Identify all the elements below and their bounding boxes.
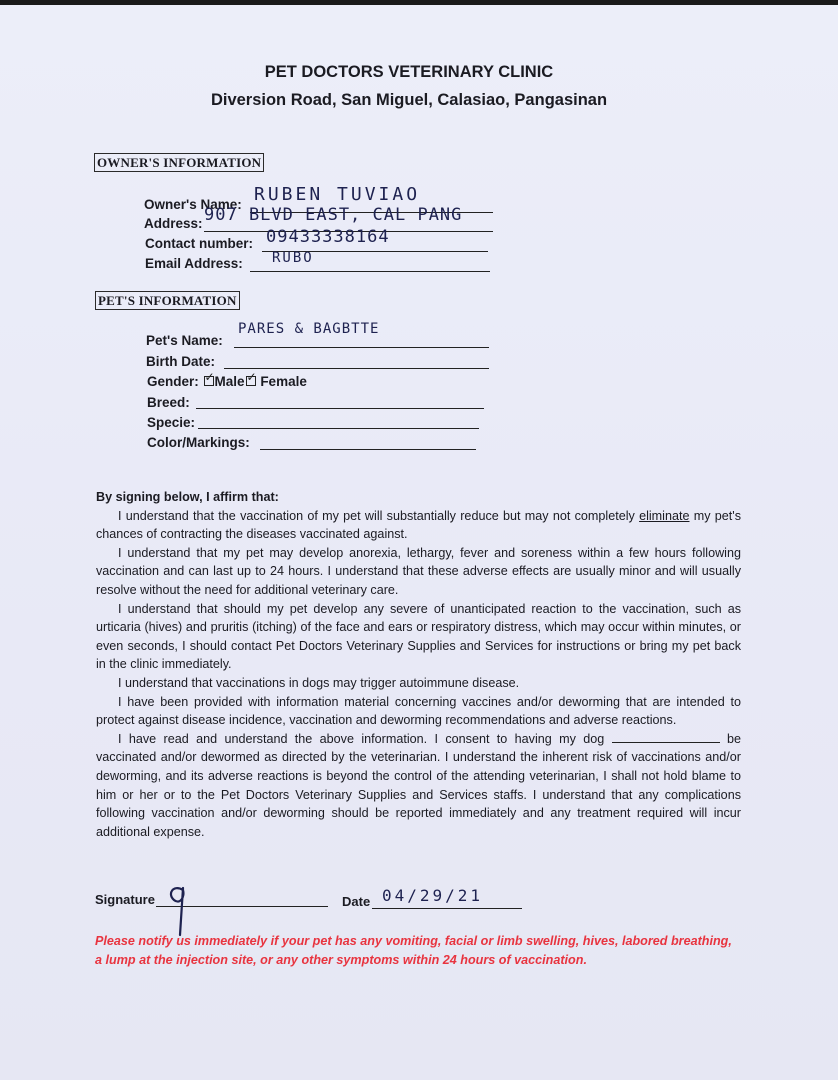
owner-name-label: Owner's Name: bbox=[144, 197, 242, 212]
consent-paragraph-6: I have read and understand the above information. I consent to having my dog be vaccinated and/or dewormed as directed by the veterinarian. I understand the inherent risk of vaccinations and/or deworming, and its adverse reactions is beyond the control of the attending veterinarian, I shall not hold blame to him or her or to the Pet Doctors Veterinary Supplies and Services staffs. I understand that any complications following vaccination and/or deworming should be reported immediately and any treatment required will incur additional expense. bbox=[96, 731, 742, 839]
consent-paragraph-5: I have been provided with information material concerning vaccines and/or deworming that are intended to protect against disease incidence, vaccination and deworming recommendations and adverse reactions. bbox=[96, 694, 741, 728]
dog-name-blank bbox=[612, 741, 720, 743]
pet-name-label: Pet's Name: bbox=[146, 333, 223, 348]
female-checkbox[interactable] bbox=[246, 376, 256, 386]
gender-row bbox=[147, 374, 307, 389]
specie-line bbox=[198, 428, 479, 429]
contact-number-value: 09433338164 bbox=[266, 227, 390, 247]
consent-paragraph-2: I understand that my pet may develop anorexia, lethargy, fever and soreness within a few hours following vaccination and can last up to 24 hours. I understand that these adverse effects are usually minor and will usually resolve without the need for additional veterinary care. bbox=[96, 545, 741, 597]
signature-mark bbox=[165, 880, 199, 940]
pet-name-line bbox=[234, 347, 489, 348]
email-address-line bbox=[250, 271, 490, 272]
birth-date-label: Birth Date: bbox=[146, 354, 216, 369]
pet-section-heading: PET'S INFORMATION bbox=[95, 291, 240, 310]
owner-address-label: Address: bbox=[144, 216, 203, 231]
scan-top-edge bbox=[0, 0, 838, 5]
owner-address-value: 907 BLVD EAST, CAL PANG bbox=[204, 205, 463, 225]
date-line bbox=[372, 908, 522, 909]
clinic-address: Diversion Road, San Miguel, Calasiao, Pangasinan bbox=[210, 91, 608, 109]
consent-lead: By signing below, I affirm that: bbox=[96, 490, 279, 504]
clinic-name: PET DOCTORS VETERINARY CLINIC bbox=[264, 63, 554, 81]
breed-label: Breed: bbox=[147, 395, 190, 410]
symptom-notice: Please notify us immediately if your pet has any vomiting, facial or limb swelling, hives, labored breathing, a lump at the injection site, or any other symptoms within 24 hours of vaccination. bbox=[95, 934, 732, 967]
breed-line bbox=[196, 408, 484, 409]
date-value: 04/29/21 bbox=[382, 886, 484, 905]
male-label: Male bbox=[214, 374, 245, 389]
birth-date-line bbox=[224, 368, 489, 369]
consent-text bbox=[96, 488, 741, 841]
email-address-value: RUBO bbox=[272, 250, 314, 266]
male-checkbox[interactable] bbox=[204, 376, 214, 386]
email-address-label: Email Address: bbox=[145, 256, 243, 271]
color-markings-line bbox=[260, 449, 476, 450]
owner-name-value: RUBEN TUVIAO bbox=[254, 184, 421, 205]
specie-label: Specie: bbox=[147, 415, 196, 430]
consent-paragraph-3: I understand that should my pet develop any severe of unanticipated reaction to the vaccination, such as urticaria (hives) and pruritis (itching) of the face and ears or respiratory distress, which may occur within minutes, or even seconds, I should contact Pet Doctors Veterinary Supplies and Services for instructions or bring my pet back in the clinic immediately. bbox=[96, 601, 741, 672]
contact-number-label: Contact number: bbox=[145, 236, 253, 251]
consent-paragraph-1: I understand that the vaccination of my pet will substantially reduce but may not completely eliminate my pet's chances of contracting the diseases vaccinated against. bbox=[96, 508, 742, 542]
owner-section-heading: OWNER'S INFORMATION bbox=[94, 153, 264, 172]
female-label: Female bbox=[260, 374, 307, 389]
date-label: Date bbox=[342, 894, 371, 909]
color-markings-label: Color/Markings: bbox=[147, 435, 250, 450]
gender-label: Gender: bbox=[147, 374, 199, 389]
signature-label: Signature bbox=[95, 892, 155, 907]
consent-paragraph-4: I understand that vaccinations in dogs may trigger autoimmune disease. bbox=[118, 675, 520, 690]
pet-name-value: PARES & BAGBTTE bbox=[238, 321, 380, 337]
